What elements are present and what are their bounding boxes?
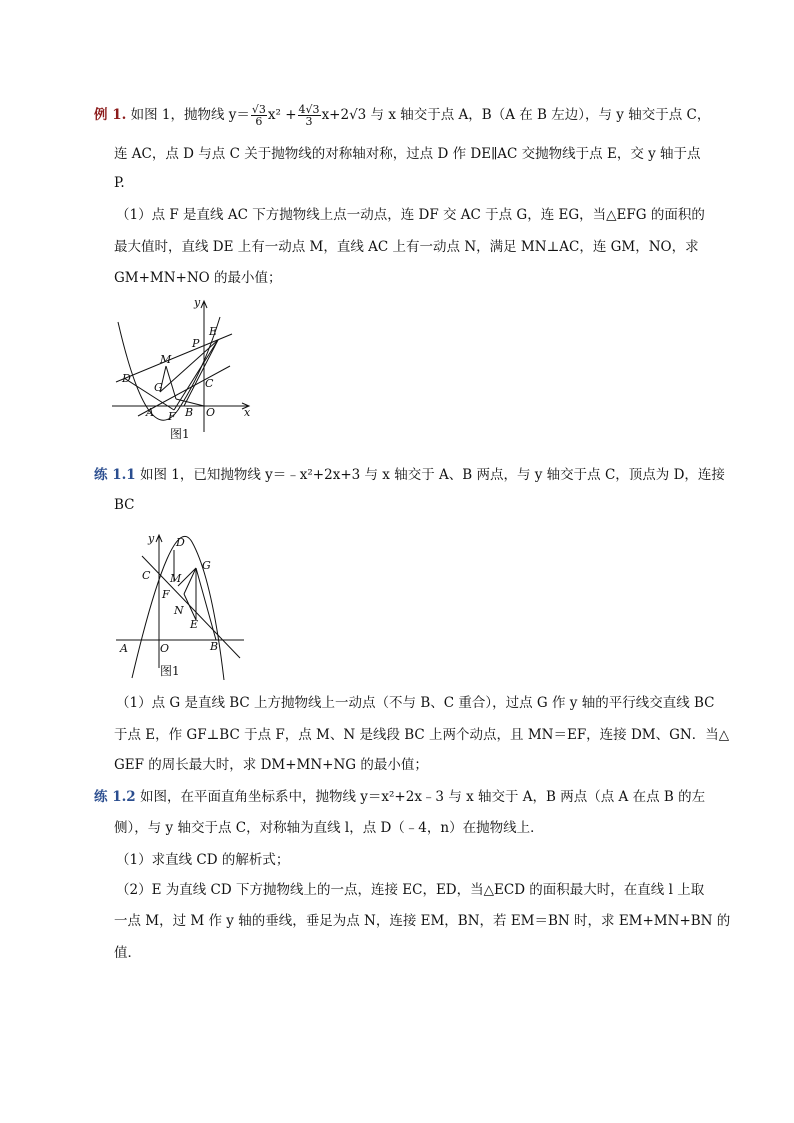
frac-1-num: √3 (251, 103, 266, 116)
p11-q1-line-3: GEF 的周长最大时，求 DM+MN+NG 的最小值； (114, 757, 428, 773)
fig1-label-F: F (168, 410, 176, 423)
ex1-q1-line-3: GM+MN+NO 的最小值； (114, 270, 282, 286)
fig1-label-C: C (205, 377, 214, 390)
p12-q1: （1）求直线 CD 的解析式； (116, 852, 290, 868)
p11-q1-line-2: 于点 E，作 GF⊥BC 于点 F，点 M、N 是线段 BC 上两个动点，且 MN＝EF，连接 DM、GN．当△ (114, 727, 730, 743)
fig1-label-B: B (185, 406, 194, 419)
fig1-label-G: G (154, 381, 163, 394)
fig2-label-E: E (190, 618, 199, 631)
parabola (118, 317, 220, 420)
p12-line-1 (94, 787, 705, 807)
fig2-label-C: C (142, 569, 151, 582)
p11-figure (112, 528, 254, 680)
ex1-line-1 (94, 104, 710, 127)
segment-NE (184, 594, 196, 620)
ex1-text-1a: 如图 1，抛物线 y＝ (126, 107, 250, 123)
segment-EB (184, 340, 218, 406)
line-BC (142, 556, 240, 658)
p12-q2-line-3: 值． (114, 945, 141, 961)
fig1-label-E: E (209, 325, 218, 338)
ex1-text-1b: x² + (267, 107, 297, 123)
ex1-text-1c: x+2√3 与 x 轴交于点 A，B（A 在 B 左边），与 y 轴交于点 C， (321, 107, 711, 123)
frac-2-den: 3 (305, 115, 313, 128)
ex1-q1-line-2: 最大值时，直线 DE 上有一动点 M，直线 AC 上有一动点 N，满足 MN⊥AC，连 GM，NO，求 (114, 239, 699, 255)
p11-q1-line-1: （1）点 G 是直线 BC 上方抛物线上一动点（不与 B、C 重合），过点 G 作 y 轴的平行线交直线 BC (116, 695, 715, 711)
fig2-label-M: M (170, 572, 182, 585)
p11-text-1: 如图 1，已知抛物线 y＝﹣x²+2x+3 与 x 轴交于 A、B 两点，与 y 轴交于点 C，顶点为 D，连接 (135, 467, 725, 483)
fig2-label-D: D (176, 536, 185, 549)
fig1-caption: 图1 (170, 427, 190, 441)
p11-label: 练 1.1 (94, 467, 136, 483)
fig2-caption: 图1 (160, 664, 180, 678)
frac-1-den: 6 (255, 115, 263, 128)
fig2-label-F: F (162, 588, 170, 601)
fig2-label-A: A (120, 642, 128, 655)
p11-line-1 (94, 465, 725, 485)
fig1-label-A: A (146, 406, 154, 419)
ex1-q1-line-1: （1）点 F 是直线 AC 下方抛物线上点一动点，连 DF 交 AC 于点 G，连 EG，当△EFG 的面积的 (116, 207, 705, 223)
p12-text-1: 如图，在平面直角坐标系中，抛物线 y＝x²+2x﹣3 与 x 轴交于 A，B 两点（点 A 在点 B 的左 (135, 789, 706, 805)
p12-q2-line-2: 一点 M，过 M 作 y 轴的垂线，垂足为点 N，连接 EM，BN，若 EM＝BN 时，求 EM+MN+BN 的 (114, 913, 731, 929)
fig1-label-P: P (192, 337, 200, 350)
frac-2-num: 4√3 (298, 103, 320, 116)
p11-line-2: BC (114, 497, 135, 513)
fig2-label-G: G (202, 559, 211, 572)
fig2-label-y: y (148, 532, 155, 545)
fig1-label-M: M (160, 353, 172, 366)
ex1-frac-2 (298, 104, 321, 127)
fig2-label-N: N (174, 604, 184, 617)
ex1-line-3: P. (114, 175, 125, 191)
p12-label: 练 1.2 (94, 789, 136, 805)
fig1-label-D: D (122, 372, 131, 385)
ex1-frac-1 (251, 104, 267, 127)
ex1-label: 例 1. (94, 107, 127, 123)
ex1-line-2: 连 AC，点 D 与点 C 关于抛物线的对称轴对称，过点 D 作 DE∥AC 交抛物线于点 E，交 y 轴于点 (114, 146, 701, 162)
p12-q2-line-1: （2）E 为直线 CD 下方抛物线上的一点，连接 EC，ED，当△ECD 的面积最大时，在直线 l 上取 (116, 882, 705, 898)
fig1-label-O: O (206, 406, 216, 419)
segment-GN (184, 568, 196, 594)
fig1-label-x: x (244, 406, 251, 419)
ex1-figure (108, 292, 258, 444)
segment-EF (174, 340, 218, 410)
fig2-label-B: B (210, 640, 219, 653)
fig1-label-y: y (194, 296, 201, 309)
p12-line-2: 侧），与 y 轴交于点 C，对称轴为直线 l，点 D（﹣4，n）在抛物线上． (114, 820, 544, 836)
fig2-label-O: O (160, 642, 170, 655)
